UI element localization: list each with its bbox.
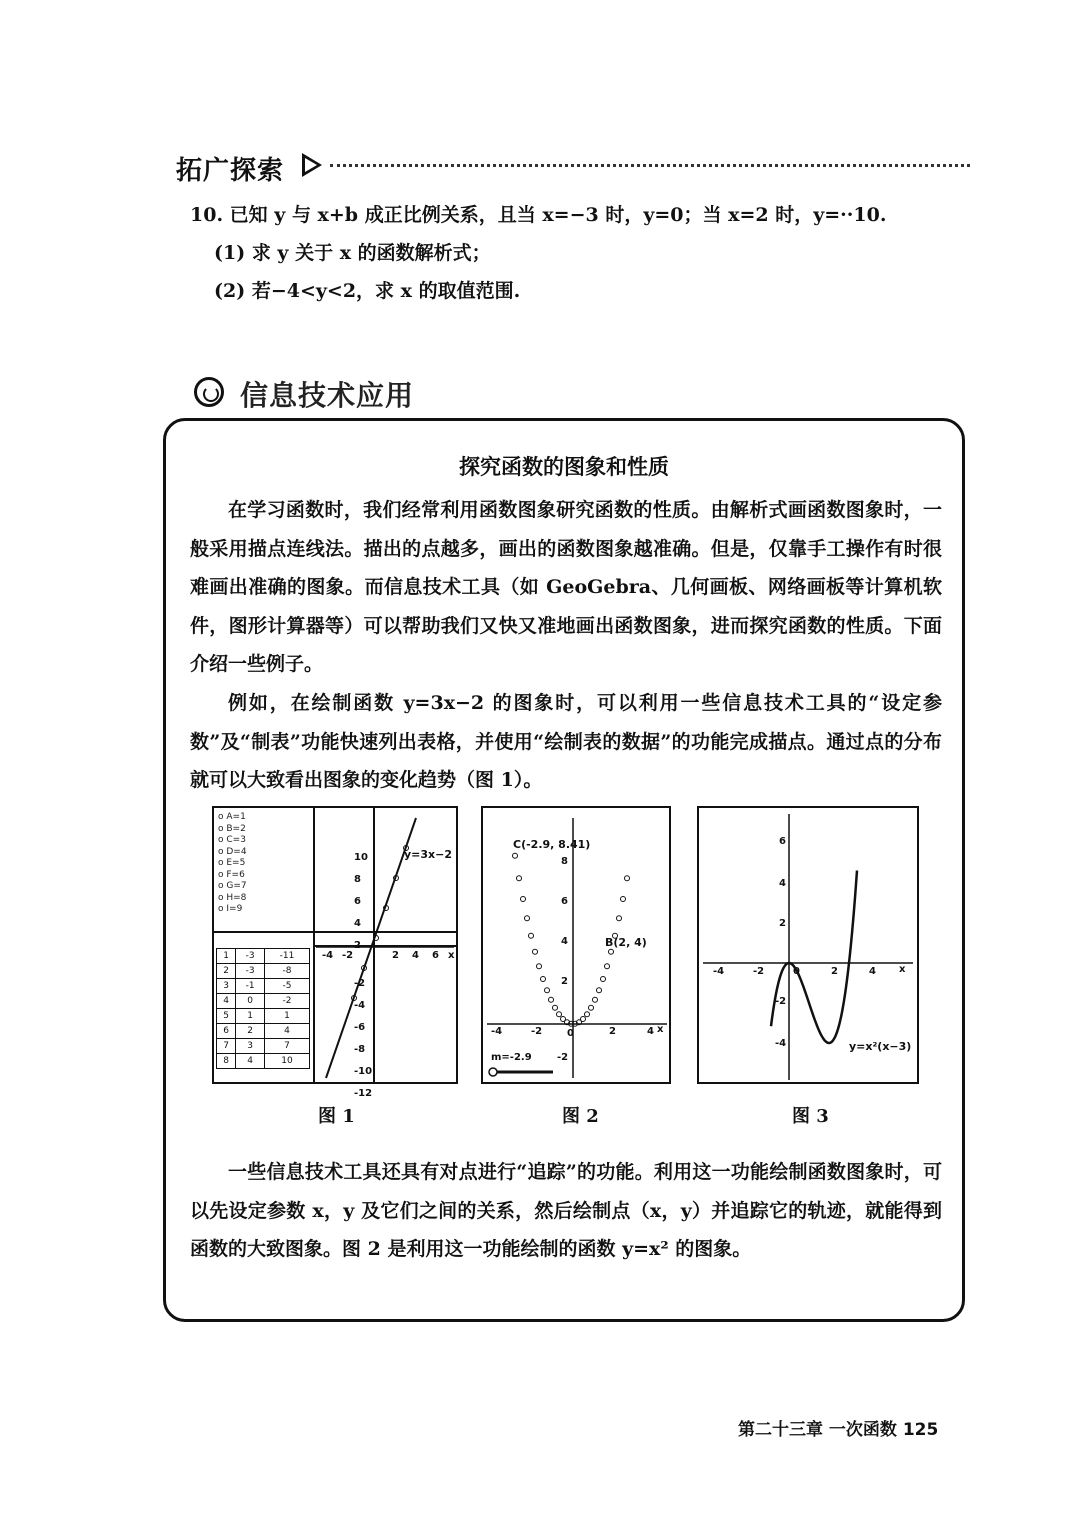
fig2-trace-point bbox=[529, 933, 534, 938]
fig3-x-tick: 4 bbox=[869, 966, 876, 977]
fig1-x-tick: 2 bbox=[392, 950, 399, 961]
fig1-table-cell: 3 bbox=[217, 979, 236, 994]
fig2-trace-point bbox=[517, 876, 522, 881]
fig1-x-tick: -2 bbox=[342, 950, 354, 961]
fig2-trace-point bbox=[621, 897, 626, 902]
fig2-trace-point bbox=[581, 1017, 586, 1022]
fig1-table-cell: 2 bbox=[217, 964, 236, 979]
info-heading: 信息技术应用 bbox=[240, 379, 415, 412]
fig1-y-tick: -6 bbox=[354, 1022, 366, 1033]
fig1-table-cell: -11 bbox=[264, 949, 309, 964]
problem-stem: 10. 已知 y 与 x+b 成正比例关系，且当 x=−3 时，y=0；当 x=2 时，y=··10. bbox=[190, 204, 887, 226]
problem-part-1: (1) 求 y 关于 x 的函数解析式； bbox=[214, 242, 491, 264]
fig1-table-cell: 8 bbox=[217, 1054, 236, 1069]
fig2-y-tick: 4 bbox=[561, 936, 568, 947]
figure-2-caption: 图 2 bbox=[562, 1106, 599, 1127]
fig2-trace-point bbox=[605, 964, 610, 969]
fig1-table-cell: -8 bbox=[264, 964, 309, 979]
fig3-y-tick: 6 bbox=[779, 836, 786, 847]
paragraph-2: 例如，在绘制函数 y=3x−2 的图象时，可以利用一些信息技术工具的“设定参数”及“制表”功能快速列出表格，并使用“绘制表的数据”的功能完成描点。通过点的分布就可以大致看出图象的变化趋势（图 1）。 bbox=[190, 692, 942, 792]
dotted-divider bbox=[330, 164, 970, 167]
fig2-slider-label: m=-2.9 bbox=[491, 1052, 532, 1063]
fig3-x-tick: -2 bbox=[753, 966, 765, 977]
fig2-trace-point bbox=[609, 949, 614, 954]
fig2-point-b: B(2, 4) bbox=[605, 936, 647, 949]
fig2-trace-point bbox=[593, 997, 598, 1002]
fig1-table-cell: 4 bbox=[264, 1024, 309, 1039]
fig2-point-c: C(-2.9, 8.41) bbox=[513, 838, 591, 851]
fig2-trace-point bbox=[521, 897, 526, 902]
fig3-y-tick: -4 bbox=[775, 1038, 787, 1049]
fig1-table-cell: 4 bbox=[217, 994, 236, 1009]
fig2-trace-point bbox=[525, 916, 530, 921]
fig1-table-cell: 10 bbox=[264, 1054, 309, 1069]
fig1-y-tick: -8 bbox=[354, 1044, 366, 1055]
fig1-table-cell: 3 bbox=[236, 1039, 265, 1054]
fig1-x-tick: -4 bbox=[322, 950, 334, 961]
fig1-y-tick: 10 bbox=[354, 852, 368, 863]
fig1-line-label: y=3x−2 bbox=[404, 848, 453, 861]
triangle-inner bbox=[305, 158, 317, 172]
fig2-trace-point bbox=[597, 988, 602, 993]
fig1-table-row bbox=[217, 949, 310, 964]
fig1-table-cell: -5 bbox=[264, 979, 309, 994]
fig3-curve-label: y=x²(x−3) bbox=[849, 1040, 912, 1053]
fig1-table-row bbox=[217, 1009, 310, 1024]
fig3-x-tick: 2 bbox=[831, 966, 838, 977]
fig2-x-tick: -4 bbox=[491, 1026, 503, 1037]
fig1-y-tick: 6 bbox=[354, 896, 361, 907]
fig1-table-row bbox=[217, 979, 310, 994]
fig1-table-cell: 5 bbox=[217, 1009, 236, 1024]
fig2-trace-point bbox=[537, 964, 542, 969]
fig1-table-cell: 6 bbox=[217, 1024, 236, 1039]
figure-3 bbox=[697, 806, 919, 1084]
fig1-table-cell: -1 bbox=[236, 979, 265, 994]
fig2-trace-point bbox=[545, 988, 550, 993]
fig1-table-cell: 7 bbox=[264, 1039, 309, 1054]
fig2-y-tick: 6 bbox=[561, 896, 568, 907]
fig1-table-row bbox=[217, 1024, 310, 1039]
fig3-y-tick: 4 bbox=[779, 878, 786, 889]
fig1-table-cell: 2 bbox=[236, 1024, 265, 1039]
fig2-x-tick: -2 bbox=[531, 1026, 543, 1037]
fig1-x-tick: x bbox=[448, 950, 455, 961]
fig1-table-cell: 1 bbox=[217, 949, 236, 964]
fig1-table-cell: 1 bbox=[264, 1009, 309, 1024]
fig1-table-row bbox=[217, 964, 310, 979]
fig1-table-row bbox=[217, 1039, 310, 1054]
fig1-table-cell: -3 bbox=[236, 949, 265, 964]
figure-1 bbox=[212, 806, 458, 1099]
fig3-x-tick: -4 bbox=[713, 966, 725, 977]
paragraph-3: 一些信息技术工具还具有对点进行“追踪”的功能。利用这一功能绘制函数图象时，可以先设定参数 x，y 及它们之间的关系，然后绘制点（x，y）并追踪它的轨迹，就能得到函数的大致图象。图 2 是利用这一功能绘制的函数 y=x² 的图象。 bbox=[190, 1161, 942, 1261]
fig2-trace-point bbox=[549, 997, 554, 1002]
fig2-trace-point bbox=[601, 977, 606, 982]
fig3-x-tick: x bbox=[899, 964, 906, 975]
fig1-x-tick: 4 bbox=[412, 950, 419, 961]
fig1-table-cell: -3 bbox=[236, 964, 265, 979]
fig3-x-tick: 0 bbox=[793, 966, 800, 977]
fig1-table-cell: 4 bbox=[236, 1054, 265, 1069]
fig2-x-tick: 4 bbox=[647, 1026, 654, 1037]
fig1-y-tick: -2 bbox=[354, 978, 366, 989]
fig2-trace-point bbox=[617, 916, 622, 921]
fig1-y-tick: 4 bbox=[354, 918, 361, 929]
fig2-trace-point bbox=[557, 1012, 562, 1017]
info-tech-icon bbox=[194, 377, 224, 407]
fig2-x-tick: 0 bbox=[567, 1028, 574, 1039]
fig1-table bbox=[216, 948, 310, 1069]
problem-part-2: (2) 若−4<y<2，求 x 的取值范围. bbox=[214, 280, 521, 302]
fig1-y-tick: 2 bbox=[354, 940, 361, 951]
fig1-y-tick: -12 bbox=[354, 1088, 373, 1099]
fig1-table-cell: 0 bbox=[236, 994, 265, 1009]
fig2-trace-point bbox=[585, 1012, 590, 1017]
fig2-trace-point bbox=[553, 1005, 558, 1010]
fig2-y-tick: 8 bbox=[561, 856, 568, 867]
fig2-x-tick: 2 bbox=[609, 1026, 616, 1037]
fig2-x-tick: x bbox=[657, 1024, 664, 1035]
fig3-y-tick: -2 bbox=[775, 996, 787, 1007]
fig1-param-list: o A=1 o B=2 o C=3 o D=4 o E=5 o F=6 o G=7 o H=8 o I=9 bbox=[218, 812, 247, 914]
fig1-table-cell: 1 bbox=[236, 1009, 265, 1024]
fig2-y-tick: -2 bbox=[557, 1052, 569, 1063]
fig1-x-tick: 6 bbox=[432, 950, 439, 961]
figure-3-caption: 图 3 bbox=[792, 1106, 829, 1127]
fig2-trace-point bbox=[541, 977, 546, 982]
fig1-y-tick: -10 bbox=[354, 1066, 373, 1077]
paragraph-1: 在学习函数时，我们经常利用函数图象研究函数的性质。由解析式画函数图象时，一般采用描点连线法。描出的点越多，画出的函数图象越准确。但是，仅靠手工操作有时很难画出准确的图象。而信息技术工具（如 GeoGebra、几何画板、网络画板等计算机软件，图形计算器等）可以帮助我们又快又准地画出函数图象，进而探究函数的性质。下面介绍一些例子。 bbox=[190, 499, 942, 676]
figure-1-caption: 图 1 bbox=[318, 1106, 355, 1127]
fig1-table-row bbox=[217, 1054, 310, 1069]
fig2-y-tick: 2 bbox=[561, 976, 568, 987]
fig1-table-row bbox=[217, 994, 310, 1009]
page-footer: 第二十三章 一次函数 125 bbox=[738, 1420, 939, 1440]
fig1-y-tick: 8 bbox=[354, 874, 361, 885]
fig1-table-cell: 7 bbox=[217, 1039, 236, 1054]
fig1-table-cell: -2 bbox=[264, 994, 309, 1009]
fig3-y-tick: 2 bbox=[779, 918, 786, 929]
figure-2 bbox=[481, 806, 671, 1084]
section-title: 拓广探索 bbox=[176, 156, 285, 186]
fig2-trace-point bbox=[513, 853, 518, 858]
fig2-trace-point bbox=[589, 1005, 594, 1010]
fig2-trace-point bbox=[625, 876, 630, 881]
fig1-y-tick: -4 bbox=[354, 1000, 366, 1011]
box-title: 探究函数的图象和性质 bbox=[459, 454, 669, 479]
fig2-trace-point bbox=[533, 949, 538, 954]
